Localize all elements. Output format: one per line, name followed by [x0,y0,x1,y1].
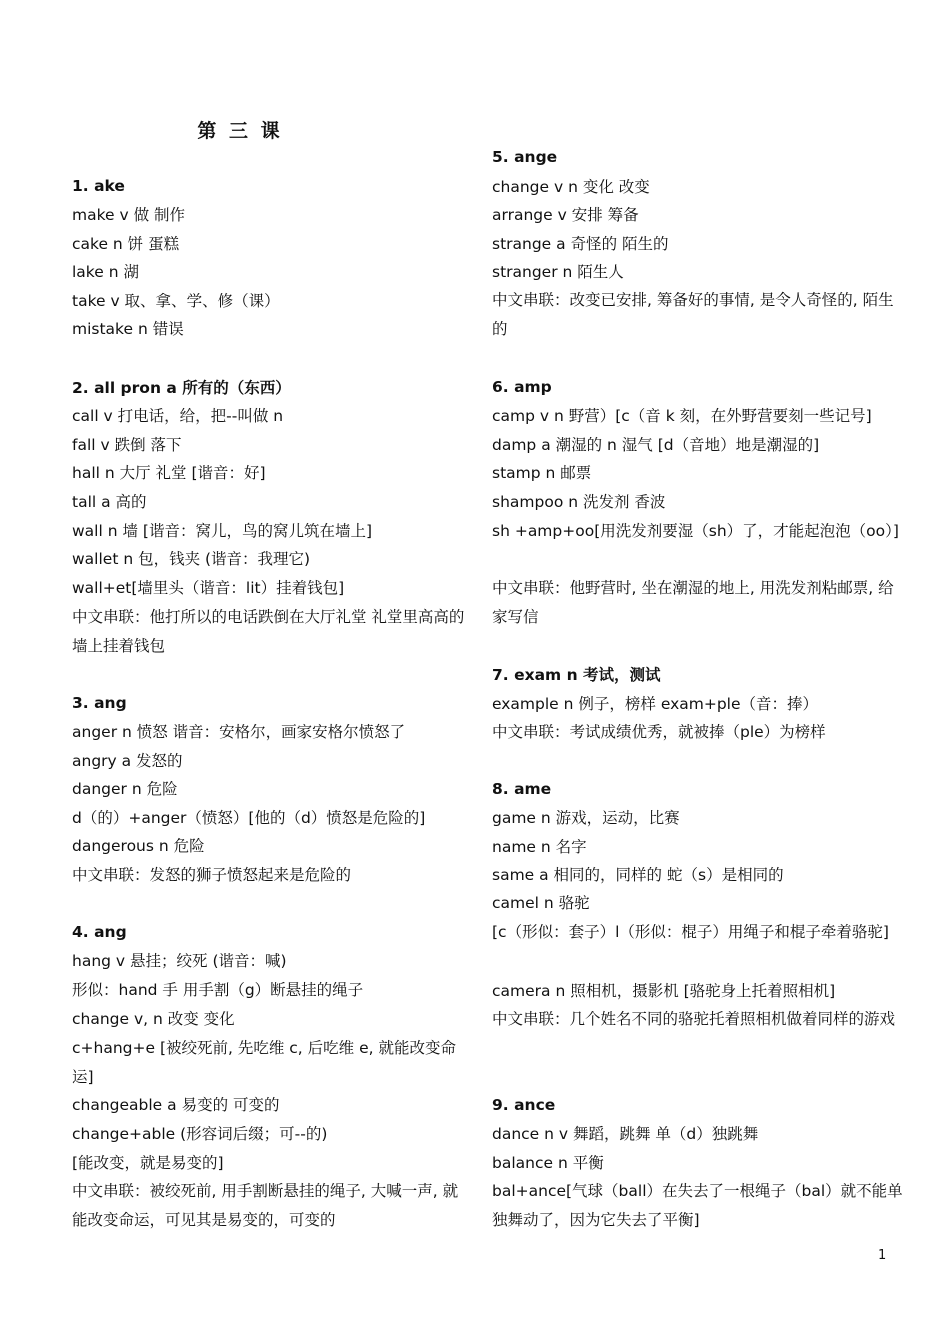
vocab-line: wall+et[墙里头（谐音：lit）挂着钱包] [72,579,345,597]
vocab-line: change v n 变化 改变 [492,178,650,196]
section-heading: 4. ang [72,923,127,941]
vocab-line: call v 打电话，给，把--叫做 n [72,407,284,425]
chinese-summary: 中文串联：他打所以的电话跌倒在大厅礼堂 礼堂里高高的墙上挂着钱包 [72,608,465,655]
chinese-summary: 中文串联：发怒的狮子愤怒起来是危险的 [72,866,352,884]
section-heading: 3. ang [72,694,127,712]
chinese-summary: 中文串联：他野营时, 坐在潮湿的地上, 用洗发剂粘邮票, 给家写信 [492,579,894,626]
vocab-note: c+hang+e [被绞死前, 先吃维 c, 后吃维 e, 就能改变命运] [72,1039,456,1086]
vocab-line: damp a 潮湿的 n 湿气 [d（音地）地是潮湿的] [492,436,820,454]
vocab-line: stamp n 邮票 [492,464,592,482]
vocab-line: mistake n 错误 [72,320,184,338]
vocab-line: angry a 发怒的 [72,752,183,770]
section-heading: 2. all pron a 所有的（东西） [72,379,291,397]
section-heading: 8. ame [492,780,552,798]
vocab-line: dangerous n 危险 [72,837,205,855]
section-heading: 5. ange [492,148,558,166]
vocab-line: anger n 愤怒 谐音：安格尔，画家安格尔愤怒了 [72,723,406,741]
chinese-summary: 中文串联：改变已安排, 筹备好的事情, 是令人奇怪的, 陌生的 [492,291,894,338]
vocab-line: wallet n 包，钱夹 (谐音：我理它) [72,550,311,568]
page-number: 1 [878,1248,887,1263]
vocab-note: sh +amp+oo[用洗发剂要湿（sh）了，才能起泡泡（oo）] [492,522,899,540]
vocab-line: camel n 骆驼 [492,894,590,912]
vocab-line: make v 做 制作 [72,206,186,224]
vocab-line: [能改变，就是易变的] [72,1154,224,1172]
vocab-note: [c（形似：套子）l（形似：棍子）用绳子和棍子牵着骆驼] [492,923,889,941]
section-heading: 6. amp [492,378,552,396]
vocab-line: arrange v 安排 筹备 [492,206,639,224]
vocab-line: camp v n 野营）[c（音 k 刻，在外野营要刻一些记号] [492,407,872,425]
vocab-line: 形似：hand 手 用手割（g）断悬挂的绳子 [72,981,364,999]
chinese-summary: 中文串联：考试成绩优秀，就被捧（ple）为榜样 [492,723,826,741]
vocab-line: danger n 危险 [72,780,178,798]
vocab-line: lake n 湖 [72,263,139,281]
vocab-line: balance n 平衡 [492,1154,604,1172]
chinese-summary: 中文串联：几个姓名不同的骆驼托着照相机做着同样的游戏 [492,1010,896,1028]
vocab-line: same a 相同的，同样的 蛇（s）是相同的 [492,866,784,884]
vocab-line: take v 取、拿、学、修（课） [72,292,280,310]
vocab-line: d（的）+anger（愤怒）[他的（d）愤怒是危险的] [72,809,426,827]
vocab-line: game n 游戏，运动，比赛 [492,809,680,827]
vocab-line: name n 名字 [492,838,587,856]
vocab-line: hall n 大厅 礼堂 [谐音：好] [72,464,266,482]
vocab-line: example n 例子，榜样 exam+ple（音：捧） [492,695,819,713]
page-title: 第 三 课 [197,120,283,142]
vocab-line: changeable a 易变的 可变的 [72,1096,280,1114]
chinese-summary: 中文串联：被绞死前, 用手割断悬挂的绳子, 大喊一声, 就能改变命运，可见其是易变的，可变的 [72,1182,459,1229]
vocab-line: fall v 跌倒 落下 [72,436,182,454]
section-heading: 9. ance [492,1096,556,1114]
section-heading: 7. exam n 考试，测试 [492,666,661,684]
vocab-line: hang v 悬挂；绞死 (谐音：喊) [72,952,287,970]
vocab-note: bal+ance[气球（ball）在失去了一根绳子（bal）就不能单独舞动了，因为它失去了平衡] [492,1182,903,1229]
section-heading: 1. ake [72,177,125,195]
vocab-line: shampoo n 洗发剂 香波 [492,493,666,511]
vocab-line: change+able (形容词后缀；可--的) [72,1125,328,1143]
vocab-line: cake n 饼 蛋糕 [72,235,180,253]
vocab-line: tall a 高的 [72,493,147,511]
vocab-line: strange a 奇怪的 陌生的 [492,235,669,253]
vocab-line: dance n v 舞蹈，跳舞 单（d）独跳舞 [492,1125,759,1143]
vocab-line: stranger n 陌生人 [492,263,624,281]
vocab-line: change v, n 改变 变化 [72,1010,235,1028]
vocab-line: wall n 墙 [谐音：窝儿，鸟的窝儿筑在墙上] [72,522,372,540]
vocab-line: camera n 照相机，摄影机 [骆驼身上托着照相机] [492,982,836,1000]
